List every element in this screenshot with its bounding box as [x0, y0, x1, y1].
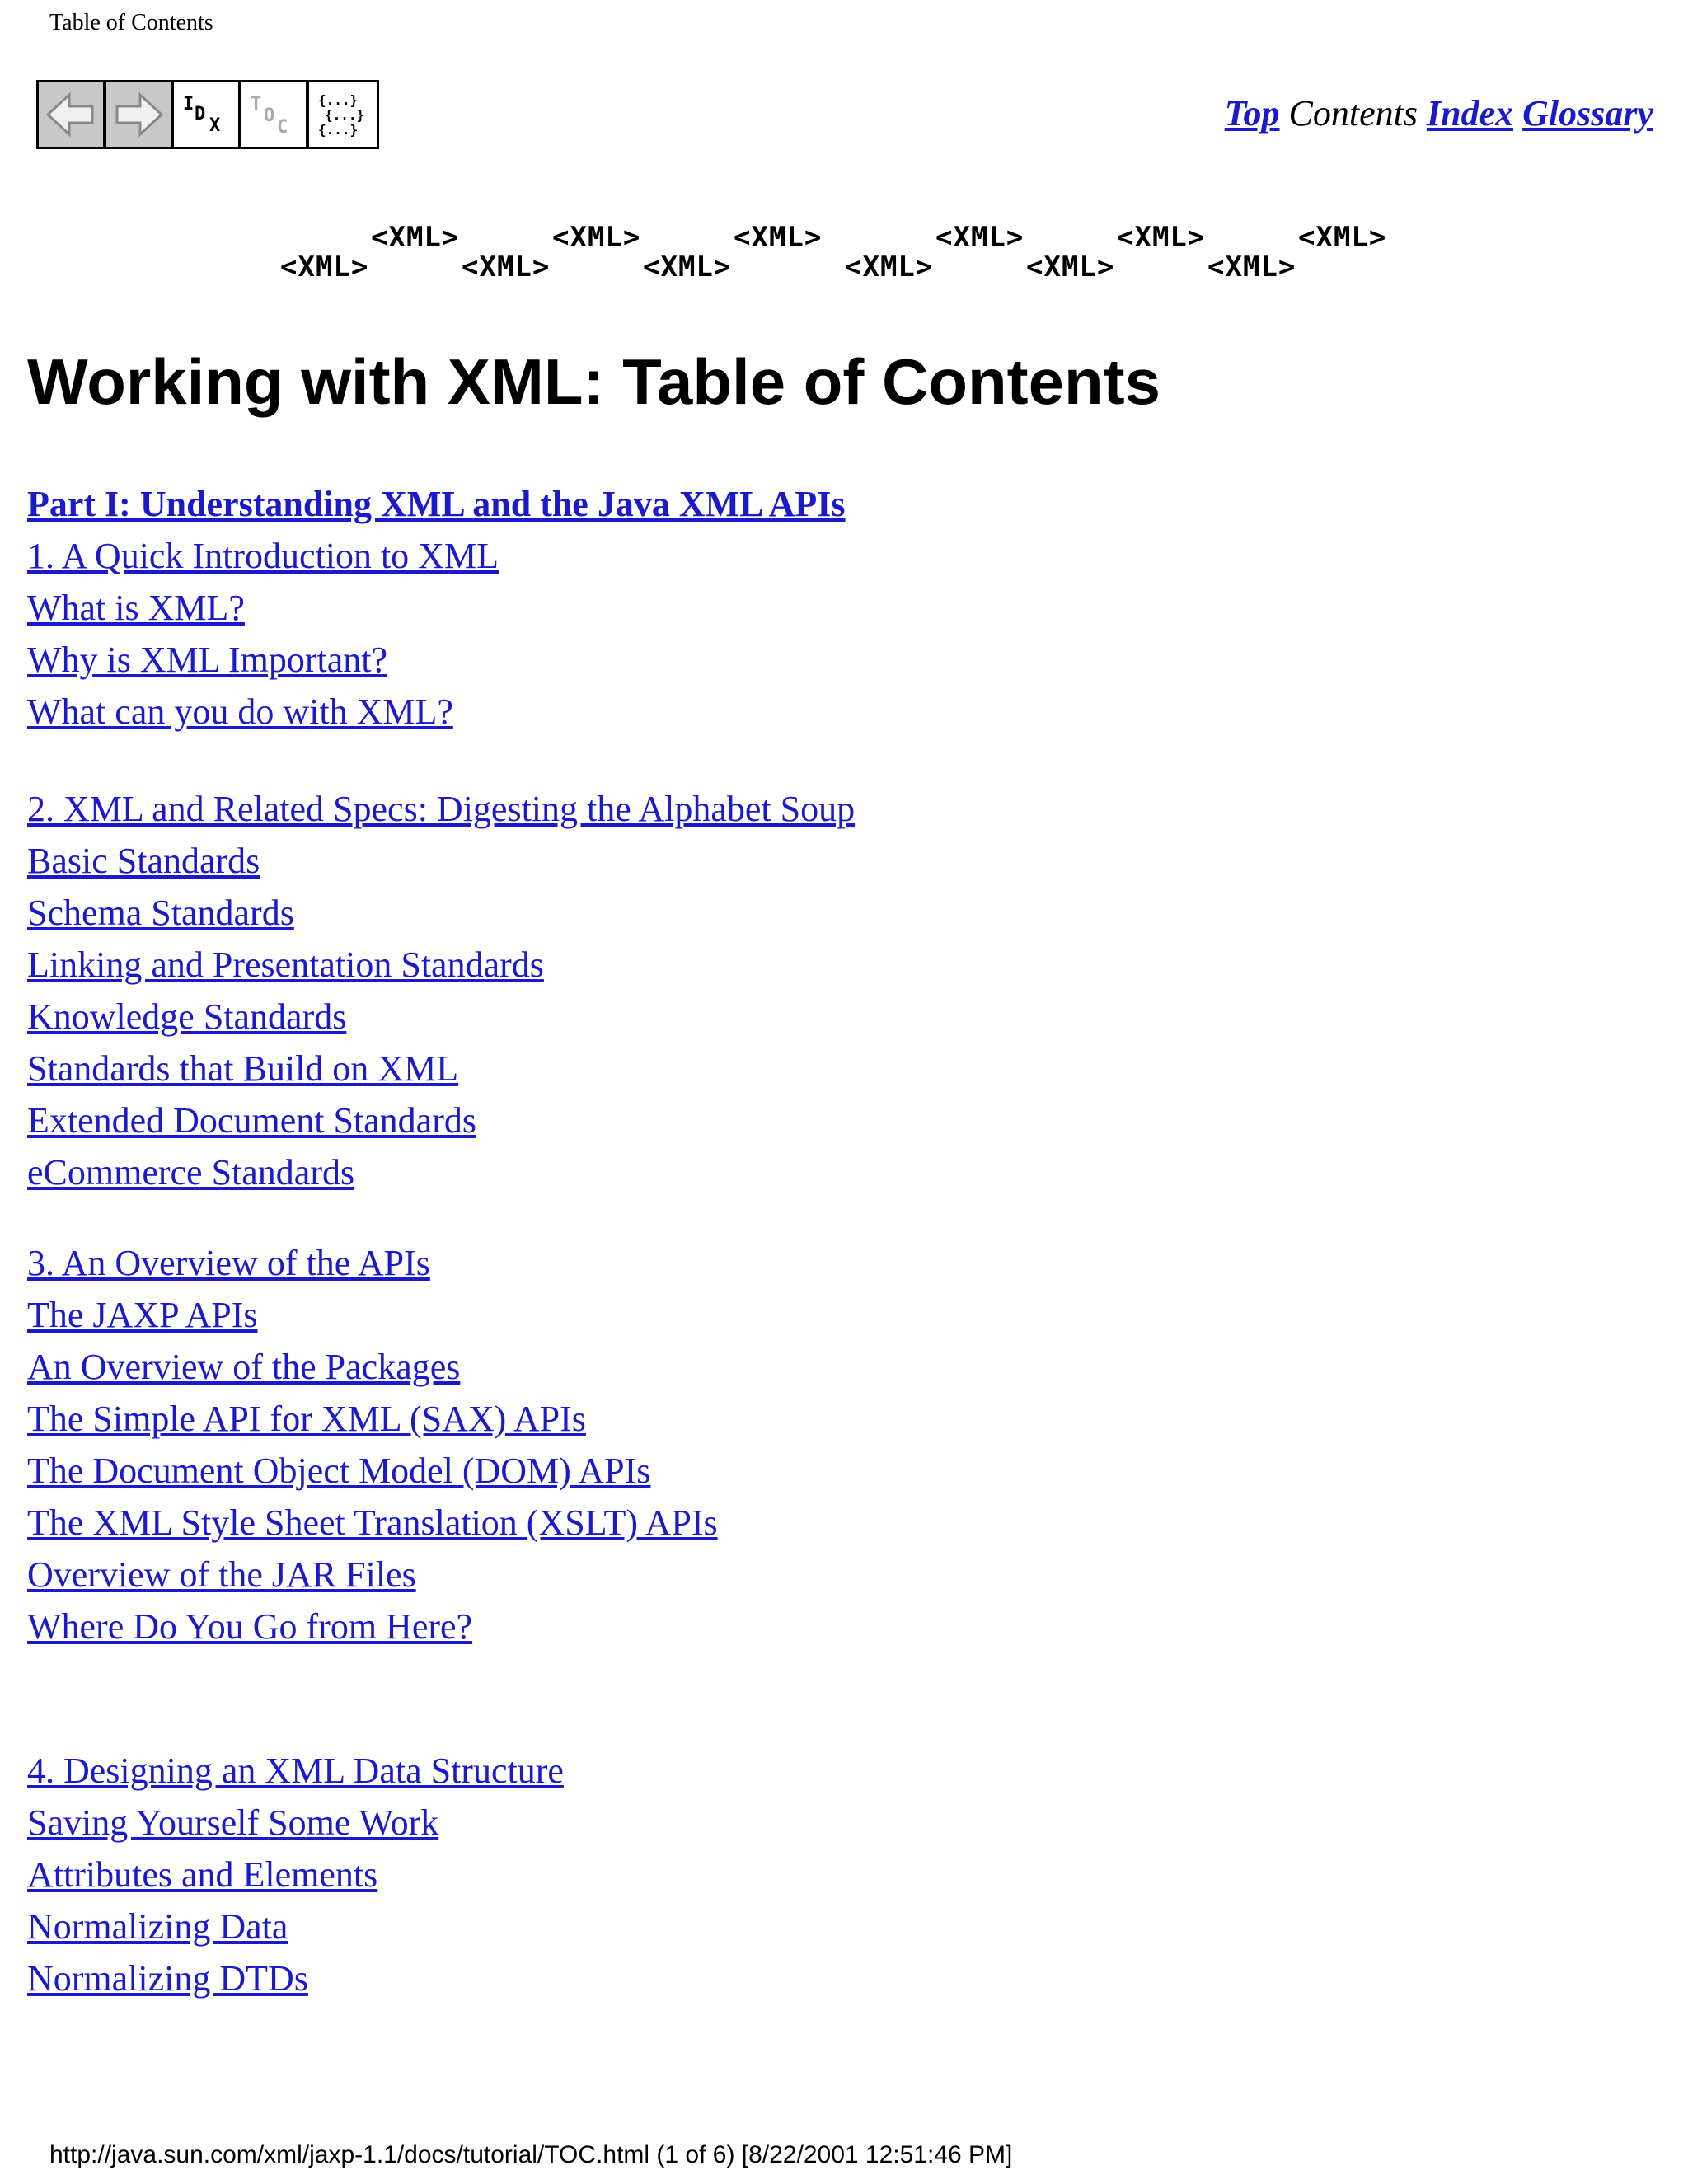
toc-link[interactable]: Normalizing DTDs	[27, 1958, 308, 1999]
forward-button[interactable]	[106, 82, 174, 147]
toc-link[interactable]: Linking and Presentation Standards	[27, 944, 544, 985]
index-button[interactable]	[174, 82, 241, 147]
banner-tag: <XML>	[462, 251, 551, 284]
banner-tag: <XML>	[280, 251, 369, 284]
chapter-1-link[interactable]: 1. A Quick Introduction to XML	[27, 536, 499, 576]
page-title: Working with XML: Table of Contents	[27, 345, 1161, 418]
toc-link[interactable]: Saving Yourself Some Work	[27, 1802, 439, 1843]
banner-tag: <XML>	[1026, 251, 1115, 284]
banner-tag: <XML>	[845, 251, 934, 284]
toc-button[interactable]	[241, 82, 309, 147]
toc-link[interactable]: Knowledge Standards	[27, 996, 347, 1037]
toc-link[interactable]: What can you do with XML?	[27, 691, 453, 732]
toc-link[interactable]: An Overview of the Packages	[27, 1347, 461, 1387]
svg-text:{...}: {...}	[318, 122, 359, 138]
contents-label: Contents	[1288, 93, 1418, 134]
part-1-link[interactable]: Part I: Understanding XML and the Java XML APIs	[27, 484, 846, 524]
banner-tag: <XML>	[1117, 221, 1206, 254]
xml-banner	[280, 221, 1409, 287]
banner-tag: <XML>	[1207, 251, 1296, 284]
banner-tag: <XML>	[552, 221, 641, 254]
toc-link[interactable]: Where Do You Go from Here?	[27, 1606, 473, 1647]
svg-text:D: D	[195, 104, 206, 124]
chapter-4-link[interactable]: 4. Designing an XML Data Structure	[27, 1750, 564, 1791]
table-of-contents	[27, 478, 855, 2004]
back-arrow-icon	[45, 90, 97, 139]
toc-link[interactable]: Normalizing Data	[27, 1906, 288, 1947]
xml-tags-icon	[316, 90, 369, 139]
index-link[interactable]: Index	[1426, 93, 1514, 134]
toc-link[interactable]: The Simple API for XML (SAX) APIs	[27, 1399, 586, 1439]
chapter-3-link[interactable]: 3. An Overview of the APIs	[27, 1243, 430, 1283]
top-nav-links	[1225, 92, 1653, 134]
toc-link[interactable]: Extended Document Standards	[27, 1100, 476, 1141]
toc-link[interactable]: Attributes and Elements	[27, 1854, 378, 1895]
banner-tag: <XML>	[371, 221, 460, 254]
svg-text:O: O	[264, 105, 275, 126]
toc-icon	[247, 90, 300, 139]
toc-link[interactable]: Basic Standards	[27, 841, 260, 881]
svg-text:{...}: {...}	[318, 92, 359, 108]
svg-text:T: T	[251, 94, 262, 115]
top-link[interactable]: Top	[1224, 93, 1280, 134]
toc-link[interactable]: The XML Style Sheet Translation (XSLT) APIs	[27, 1502, 718, 1543]
svg-text:I: I	[183, 94, 195, 115]
banner-tag: <XML>	[643, 251, 732, 284]
page-header: Table of Contents	[49, 10, 213, 35]
index-icon	[180, 90, 232, 139]
glossary-link[interactable]: Glossary	[1522, 93, 1653, 134]
toc-link[interactable]: What is XML?	[27, 588, 245, 628]
toc-link[interactable]: eCommerce Standards	[27, 1152, 355, 1193]
svg-text:C: C	[277, 117, 288, 138]
xml-button[interactable]	[309, 82, 377, 147]
svg-text:X: X	[209, 115, 221, 136]
toc-link[interactable]: Why is XML Important?	[27, 640, 388, 680]
banner-tag: <XML>	[935, 221, 1025, 254]
banner-tag: <XML>	[1298, 221, 1387, 254]
nav-button-bar	[36, 80, 379, 149]
toc-link[interactable]: The JAXP APIs	[27, 1295, 258, 1335]
banner-tag: <XML>	[734, 221, 823, 254]
toc-link[interactable]: Standards that Build on XML	[27, 1048, 459, 1089]
chapter-2-link[interactable]: 2. XML and Related Specs: Digesting the Alphabet Soup	[27, 789, 856, 829]
back-button[interactable]	[39, 82, 106, 147]
toc-link[interactable]: Schema Standards	[27, 893, 294, 933]
toc-link[interactable]: Overview of the JAR Files	[27, 1554, 416, 1595]
svg-text:{...}: {...}	[325, 107, 365, 123]
forward-arrow-icon	[112, 90, 165, 139]
page-footer-url: http://java.sun.com/xml/jaxp-1.1/docs/tutorial/TOC.html (1 of 6) [8/22/2001 12:51:46 PM]	[49, 2141, 1013, 2168]
toc-link[interactable]: The Document Object Model (DOM) APIs	[27, 1451, 651, 1491]
